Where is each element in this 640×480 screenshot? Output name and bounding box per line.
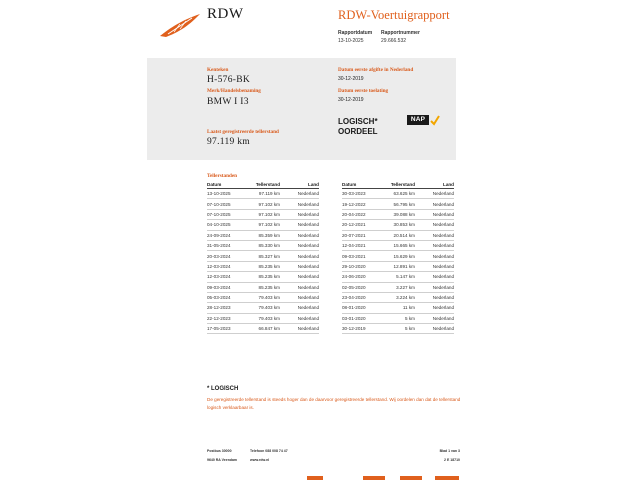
country-cell: Nederland: [415, 324, 454, 334]
report-number-block: [381, 30, 420, 45]
country-cell: Nederland: [415, 189, 454, 199]
table-row: [207, 272, 319, 282]
reading-cell: 97.119 km: [247, 189, 280, 199]
footer-web: www.rdw.nl: [250, 458, 270, 462]
country-cell: Nederland: [415, 303, 454, 313]
country-cell: Nederland: [280, 240, 319, 250]
date-cell: 12-03-2024: [207, 261, 247, 271]
table-row: [342, 313, 454, 323]
country-cell: Nederland: [280, 313, 319, 323]
table-row: [207, 209, 319, 219]
table-row: [207, 292, 319, 302]
table-row: [207, 230, 319, 240]
table-row: [342, 199, 454, 209]
report-date: 13-10-2025: [338, 37, 364, 44]
date-cell: 30-03-2023: [342, 189, 382, 199]
reading-cell: 85.235 km: [247, 272, 280, 282]
reading-cell: 97.102 km: [247, 199, 280, 209]
country-cell: Nederland: [280, 303, 319, 313]
country-cell: Nederland: [415, 199, 454, 209]
reading-cell: 63.625 km: [382, 189, 415, 199]
country-cell: Nederland: [280, 261, 319, 271]
reading-cell: 15.629 km: [382, 251, 415, 261]
date-cell: 09-03-2021: [342, 251, 382, 261]
brand-name: RDW: [207, 6, 244, 22]
footer-page-info: [438, 447, 460, 465]
date-cell: 22-12-2023: [207, 313, 247, 323]
reading-cell: 5.147 km: [382, 272, 415, 282]
date-cell: 05-03-2024: [207, 292, 247, 302]
country-cell: Nederland: [415, 292, 454, 302]
country-cell: Nederland: [280, 324, 319, 334]
table-row: [342, 230, 454, 240]
country-cell: Nederland: [415, 230, 454, 240]
country-cell: Nederland: [280, 199, 319, 209]
table-row: [207, 303, 319, 313]
checkmark-icon: [430, 114, 440, 126]
date-cell: 17-05-2023: [207, 324, 247, 334]
reading-cell: 85.327 km: [247, 251, 280, 261]
verdict-line1: LOGISCH*: [338, 117, 378, 126]
footer-stripe: [435, 476, 459, 480]
country-cell: Nederland: [415, 209, 454, 219]
table-row: [342, 282, 454, 292]
reading-cell: 30.853 km: [382, 220, 415, 230]
footnote-text: De geregistreerde tellerstand is steeds hoger dan de daarvoor geregistreerde tellerstand. Wij oordelen dan dat de tellerstand logisch verklaarbaar is.: [207, 397, 461, 410]
table-row: [342, 240, 454, 250]
logical-verdict: [338, 117, 378, 137]
col-reading: Tellerstand: [247, 181, 280, 189]
reading-cell: 85.359 km: [247, 230, 280, 240]
reading-cell: 12.891 km: [382, 261, 415, 271]
footer-code: 2 E 18710: [444, 458, 460, 462]
make-label: Merk/Handelsbenaming: [207, 88, 261, 94]
date-cell: 02-05-2020: [342, 282, 382, 292]
reading-cell: 15.665 km: [382, 240, 415, 250]
date-cell: 31-05-2024: [207, 240, 247, 250]
table-row: [207, 261, 319, 271]
date-cell: 07-10-2025: [207, 199, 247, 209]
date-cell: 08-01-2020: [342, 303, 382, 313]
country-cell: Nederland: [280, 230, 319, 240]
date-cell: 20-04-2022: [342, 209, 382, 219]
reading-cell: 79.403 km: [247, 303, 280, 313]
country-cell: Nederland: [280, 189, 319, 199]
date-cell: 24-06-2020: [342, 272, 382, 282]
date-cell: 12-03-2024: [207, 272, 247, 282]
footer-phone: Telefoon 088 008 74 47: [250, 449, 288, 453]
odometer-section-title: Tellerstanden: [207, 173, 238, 179]
footer-stripe: [363, 476, 385, 480]
table-row: [207, 324, 319, 334]
first-admission-value: 30-12-2019: [338, 97, 364, 103]
reading-cell: 56.795 km: [382, 199, 415, 209]
date-cell: 03-01-2020: [342, 313, 382, 323]
reading-cell: 5 km: [382, 313, 415, 323]
first-admission-nl-value: 30-12-2019: [338, 76, 364, 82]
reading-cell: 97.102 km: [247, 209, 280, 219]
country-cell: Nederland: [415, 272, 454, 282]
table-row: [207, 313, 319, 323]
date-cell: 20-03-2024: [207, 251, 247, 261]
col-country: Land: [415, 181, 454, 189]
footer-city: 9640 RA Veendam: [207, 458, 238, 462]
table-row: [207, 240, 319, 250]
country-cell: Nederland: [415, 251, 454, 261]
reading-cell: 39.088 km: [382, 209, 415, 219]
make-value: BMW I I3: [207, 97, 249, 107]
date-cell: 04-10-2025: [207, 220, 247, 230]
reading-cell: 3.227 km: [382, 282, 415, 292]
last-odometer-value: 97.119 km: [207, 137, 250, 147]
date-cell: 13-10-2025: [207, 189, 247, 199]
date-cell: 07-10-2025: [207, 209, 247, 219]
table-row: [207, 282, 319, 292]
footnote-title: * LOGISCH: [207, 386, 239, 392]
nap-logo-text: NAP: [407, 115, 429, 125]
reading-cell: 11 km: [382, 303, 415, 313]
table-row: [342, 251, 454, 261]
footer-stripe: [400, 476, 422, 480]
table-row: [207, 189, 319, 199]
country-cell: Nederland: [280, 251, 319, 261]
table-row: [342, 261, 454, 271]
table-row: [342, 209, 454, 219]
vehicle-summary-panel: [147, 58, 456, 160]
table-row: [342, 303, 454, 313]
reading-cell: 85.235 km: [247, 282, 280, 292]
table-row: [207, 199, 319, 209]
date-cell: 30-12-2019: [342, 324, 382, 334]
date-cell: 28-12-2023: [207, 303, 247, 313]
table-row: [342, 189, 454, 199]
table-row: [342, 324, 454, 334]
first-admission-nl-label: Datum eerste afgifte in Nederland: [338, 67, 414, 73]
col-date: Datum: [342, 181, 382, 189]
footer-contact: [250, 447, 288, 465]
reading-cell: 79.403 km: [247, 313, 280, 323]
reading-cell: 3.224 km: [382, 292, 415, 302]
col-reading: Tellerstand: [382, 181, 415, 189]
reading-cell: 79.403 km: [247, 292, 280, 302]
table-header-row: [207, 181, 319, 189]
date-cell: 29-10-2020: [342, 261, 382, 271]
report-date-label: Rapportdatum: [338, 30, 373, 36]
country-cell: Nederland: [280, 272, 319, 282]
table-row: [342, 292, 454, 302]
date-cell: 19-12-2022: [342, 199, 382, 209]
reading-cell: 97.102 km: [247, 220, 280, 230]
footer-page: Blad 1 van 3: [439, 449, 460, 453]
footer-stripe: [307, 476, 323, 480]
table-row: [342, 220, 454, 230]
country-cell: Nederland: [415, 220, 454, 230]
odometer-table-right: [342, 181, 454, 334]
date-cell: 23-04-2020: [342, 292, 382, 302]
date-cell: 20-07-2021: [342, 230, 382, 240]
plate-value: H-576-BK: [207, 75, 251, 85]
reading-cell: 66.847 km: [247, 324, 280, 334]
date-cell: 12-04-2021: [342, 240, 382, 250]
report-number-label: Rapportnummer: [381, 30, 420, 36]
table-row: [342, 272, 454, 282]
nap-logo: [407, 114, 439, 126]
plate-label: Kenteken: [207, 67, 229, 73]
report-number: 29.666.532: [381, 37, 407, 44]
date-cell: 09-03-2024: [207, 282, 247, 292]
country-cell: Nederland: [280, 220, 319, 230]
first-admission-label: Datum eerste toelating: [338, 88, 389, 94]
odometer-table-left: [207, 181, 319, 334]
reading-cell: 5 km: [382, 324, 415, 334]
footer-address: [207, 447, 237, 465]
table-row: [207, 220, 319, 230]
country-cell: Nederland: [415, 261, 454, 271]
table-header-row: [342, 181, 454, 189]
reading-cell: 85.330 km: [247, 240, 280, 250]
last-odometer-label: Laatst geregistreerde tellerstand: [207, 129, 279, 135]
date-cell: 20-12-2021: [342, 220, 382, 230]
col-date: Datum: [207, 181, 247, 189]
table-row: [207, 251, 319, 261]
col-country: Land: [280, 181, 319, 189]
reading-cell: 20.514 km: [382, 230, 415, 240]
country-cell: Nederland: [280, 209, 319, 219]
date-cell: 24-09-2024: [207, 230, 247, 240]
country-cell: Nederland: [280, 282, 319, 292]
country-cell: Nederland: [415, 282, 454, 292]
reading-cell: 85.235 km: [247, 261, 280, 271]
report-date-block: [338, 30, 372, 45]
country-cell: Nederland: [415, 240, 454, 250]
footer-postbus: Postbus 30000: [207, 449, 232, 453]
country-cell: Nederland: [415, 313, 454, 323]
rdw-logo-icon: [158, 12, 202, 40]
verdict-line2: OORDEEL: [338, 127, 378, 136]
report-title: RDW-Voertuigrapport: [338, 8, 450, 22]
country-cell: Nederland: [280, 292, 319, 302]
